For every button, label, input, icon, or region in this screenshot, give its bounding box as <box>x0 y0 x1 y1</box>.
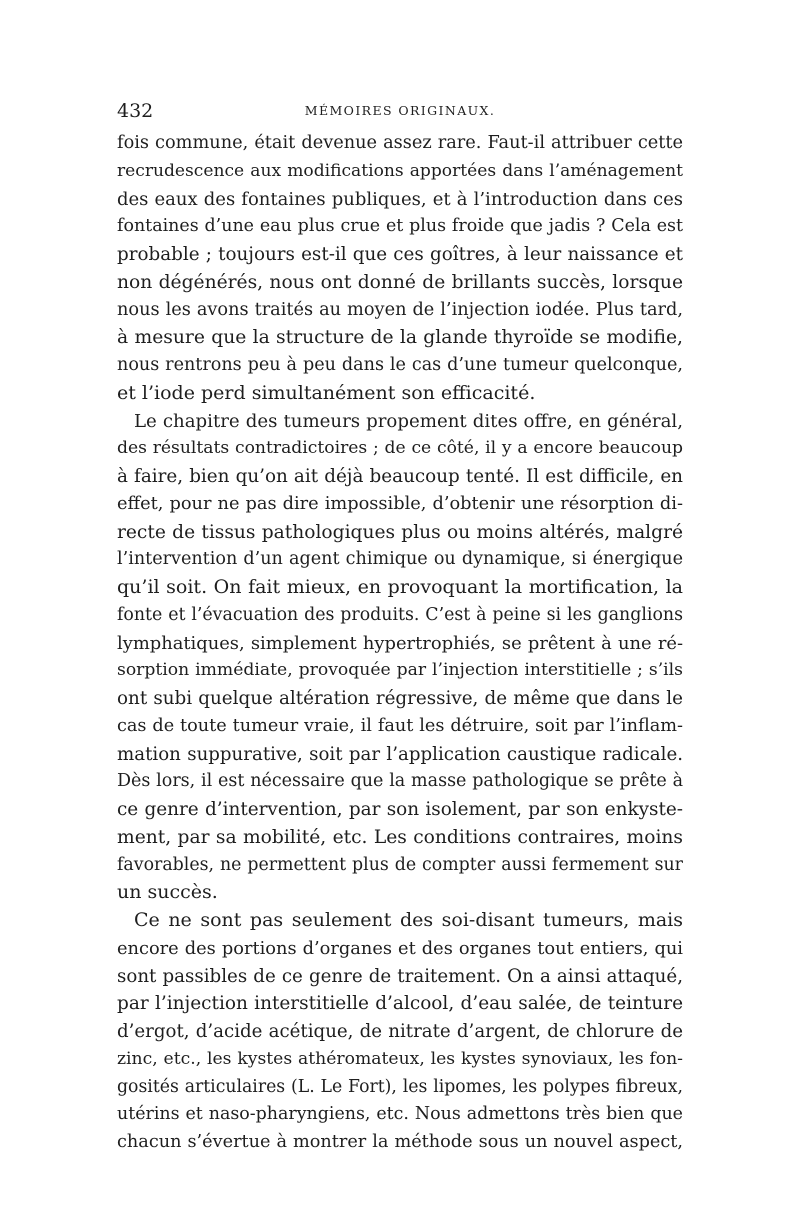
text-line: l’intervention d’un agent chimique ou dynamique, si énergique <box>117 549 683 570</box>
text-line: lymphatiques, simplement hypertrophiés, se prêtent à une ré- <box>117 632 683 654</box>
text-line: probable ; toujours est-il que ces goîtres, à leur naissance et <box>117 244 683 265</box>
text-line: nous les avons traités au moyen de l’injection iodée. Plus tard, <box>117 299 683 320</box>
text-line: zinc, etc., les kystes athéromateux, les kystes synoviaux, les fon- <box>117 1048 683 1069</box>
running-header <box>117 98 683 124</box>
text-line: cas de toute tumeur vraie, il faut les détruire, soit par l’inflam- <box>117 715 683 736</box>
paragraph-last-line: un succès. <box>117 881 218 904</box>
text-line: ce genre d’intervention, par son isolement, par son enkyste- <box>117 799 683 820</box>
text-line: d’ergot, d’acide acétique, de nitrate d’argent, de chlorure de <box>117 1021 683 1042</box>
paragraph-first-line: Ce ne sont pas seulement des soi-disant tumeurs, mais <box>134 909 683 931</box>
text-line: fois commune, était devenue assez rare. Faut-il attribuer cette <box>117 133 683 153</box>
text-line: sorption immédiate, provoquée par l’injection interstitielle ; s’ils <box>117 660 683 681</box>
text-line: nous rentrons peu à peu dans le cas d’une tumeur quelconque, <box>117 355 683 375</box>
text-line: Dès lors, il est nécessaire que la masse pathologique se prête à <box>117 771 683 792</box>
text-line: encore des portions d’organes et des organes tout entiers, qui <box>117 937 683 959</box>
text-line: chacun s’évertue à montrer la méthode sous un nouvel aspect, <box>117 1132 683 1152</box>
text-line: ont subi quelque altération régressive, de même que dans le <box>117 688 683 709</box>
text-line: fontaines d’une eau plus crue et plus froide que jadis ? Cela est <box>117 216 683 237</box>
running-title: MÉMOIRES ORIGINAUX. <box>304 103 496 118</box>
text-line: recte de tissus pathologiques plus ou moins altérés, malgré <box>117 521 683 543</box>
text-line: des eaux des fontaines publiques, et à l’introduction dans ces <box>117 188 683 210</box>
text-line: ment, par sa mobilité, etc. Les conditions contraires, moins <box>117 826 683 848</box>
text-line: à faire, bien qu’on ait déjà beaucoup tenté. Il est difficile, en <box>117 466 683 487</box>
text-line: des résultats contradictoires ; de ce côté, il y a encore beaucoup <box>117 438 683 459</box>
page-number: 432 <box>117 100 154 122</box>
text-line: utérins et naso-pharyngiens, etc. Nous admettons très bien que <box>117 1104 683 1125</box>
text-line: gosités articulaires (L. Le Fort), les lipomes, les polypes fibreux, <box>117 1076 683 1097</box>
body-text <box>117 130 683 1157</box>
text-line: mation suppurative, soit par l’application caustique radicale. <box>117 743 683 765</box>
paragraph-first-line: Le chapitre des tumeurs propement dites offre, en général, <box>134 410 683 432</box>
text-line: qu’il soit. On fait mieux, en provoquant la mortification, la <box>117 576 683 598</box>
text-line: effet, pour ne pas dire impossible, d’obtenir une résorption di- <box>117 493 683 514</box>
text-line: fonte et l’évacuation des produits. C’est à peine si les ganglions <box>117 604 683 625</box>
text-line: favorables, ne permettent plus de compter aussi fermement sur <box>117 854 683 875</box>
paragraph-last-line: et l’iode perd simultanément son efficacité. <box>117 381 536 404</box>
text-line: à mesure que la structure de la glande thyroïde se modifie, <box>117 327 683 349</box>
text-line: recrudescence aux modifications apportées dans l’aménagement <box>117 160 683 181</box>
text-line: sont passibles de ce genre de traitement. On a ainsi attaqué, <box>117 965 683 987</box>
text-line: par l’injection interstitielle d’alcool, d’eau salée, de teinture <box>117 993 683 1015</box>
text-line: non dégénérés, nous ont donné de brillants succès, lorsque <box>117 271 683 293</box>
